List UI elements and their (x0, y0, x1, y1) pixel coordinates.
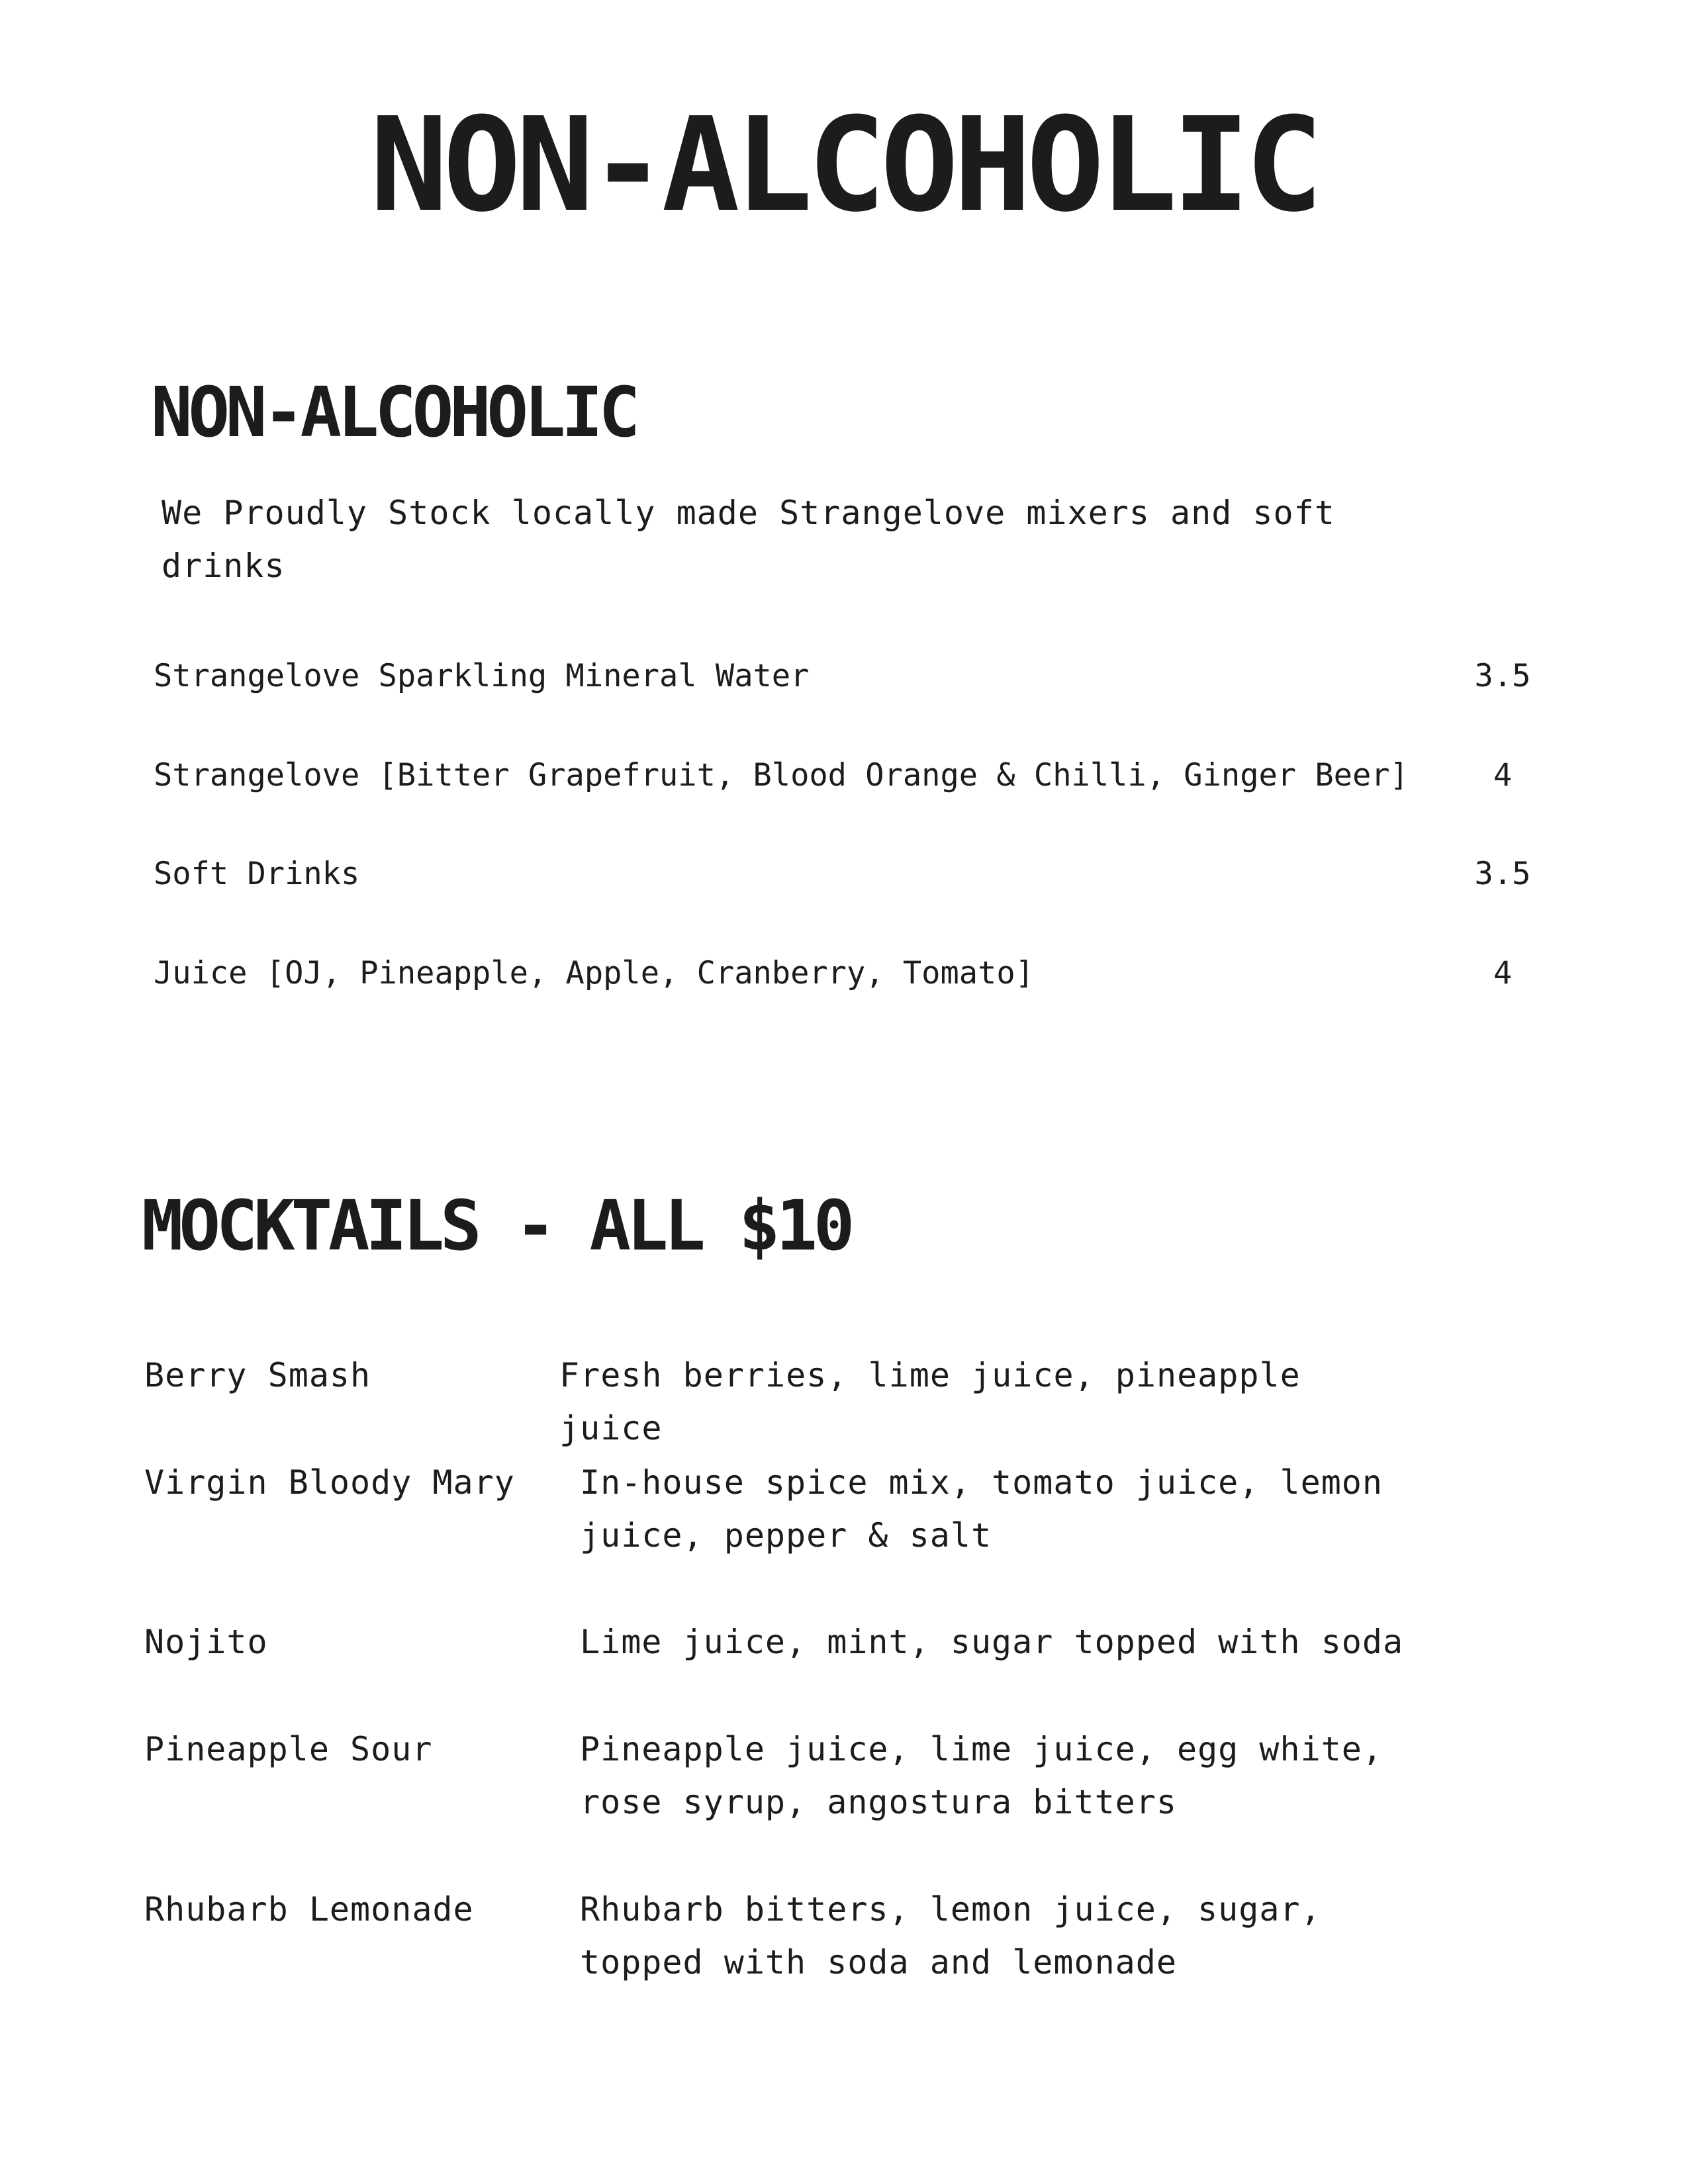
menu-item-price: 4 (1493, 757, 1513, 794)
mocktail-name: Virgin Bloody Mary (144, 1463, 515, 1502)
menu-item-price: 3.5 (1474, 856, 1531, 892)
page-title: NON-ALCOHOLIC (369, 90, 1319, 241)
mocktails-heading: MOCKTAILS - ALL $10 (142, 1185, 851, 1266)
mocktail-description: In-house spice mix, tomato juice, lemon juice, pepper & salt (580, 1463, 1383, 1555)
non-alcoholic-intro: We Proudly Stock locally made Strangelove mixers and soft drinks (162, 494, 1335, 585)
menu-item-price: 4 (1493, 955, 1513, 991)
menu-item-name: Strangelove Sparkling Mineral Water (154, 658, 810, 694)
menu-item-price: 3.5 (1474, 658, 1531, 694)
mocktail-description: Pineapple juice, lime juice, egg white, rose syrup, angostura bitters (580, 1730, 1383, 1821)
menu-item-name: Soft Drinks (154, 856, 360, 892)
menu-item-name: Juice [OJ, Pineapple, Apple, Cranberry, Tomato] (154, 955, 1034, 991)
mocktail-name: Berry Smash (144, 1356, 371, 1394)
menu-item-name: Strangelove [Bitter Grapefruit, Blood Orange & Chilli, Ginger Beer] (154, 757, 1409, 794)
non-alcoholic-heading: NON-ALCOHOLIC (151, 372, 636, 453)
mocktail-name: Rhubarb Lemonade (144, 1890, 474, 1929)
mocktail-name: Nojito (144, 1623, 268, 1661)
mocktail-description: Fresh berries, lime juice, pineapple juice (559, 1356, 1301, 1447)
mocktail-description: Lime juice, mint, sugar topped with soda (580, 1623, 1404, 1661)
mocktail-description: Rhubarb bitters, lemon juice, sugar, topped with soda and lemonade (580, 1890, 1321, 1981)
mocktail-name: Pineapple Sour (144, 1730, 433, 1768)
